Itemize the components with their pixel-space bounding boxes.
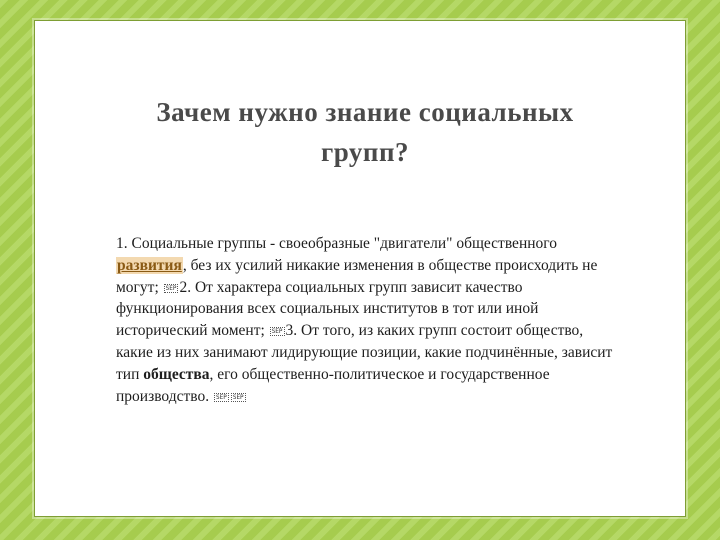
slide-title xyxy=(60,92,670,172)
title-line-1: Зачем нужно знание социальных xyxy=(156,97,574,127)
body-text-part5: , его общественно-политическое и государственное производство. xyxy=(116,365,550,405)
separator-glyph: SEP xyxy=(215,393,227,401)
slide-body-paragraph xyxy=(116,233,621,407)
body-text-part1: 1. Социальные группы - своеобразные "двигатели" общественного xyxy=(116,235,558,252)
separator-glyph: SEP xyxy=(165,284,177,292)
title-line-2: групп? xyxy=(320,137,410,167)
separator-glyph: SEP xyxy=(232,393,244,401)
body-text-part3: 2. От характера социальных групп зависит качество функционирования всех социальных институтов в тот или иной исторический момент; xyxy=(116,278,539,340)
body-text-part2: , без их усилий никакие изменения в обществе происходить не могут; xyxy=(116,256,598,296)
link-razvitiya[interactable]: развития xyxy=(117,256,182,274)
body-text-part4: 3. От того, из каких групп состоит общество, какие из них занимают лидирующие позиции, какие подчинённые, зависит тип xyxy=(116,322,613,383)
separator-glyph: SEP xyxy=(271,328,283,336)
bold-word-obshchestva: общества xyxy=(143,365,210,383)
